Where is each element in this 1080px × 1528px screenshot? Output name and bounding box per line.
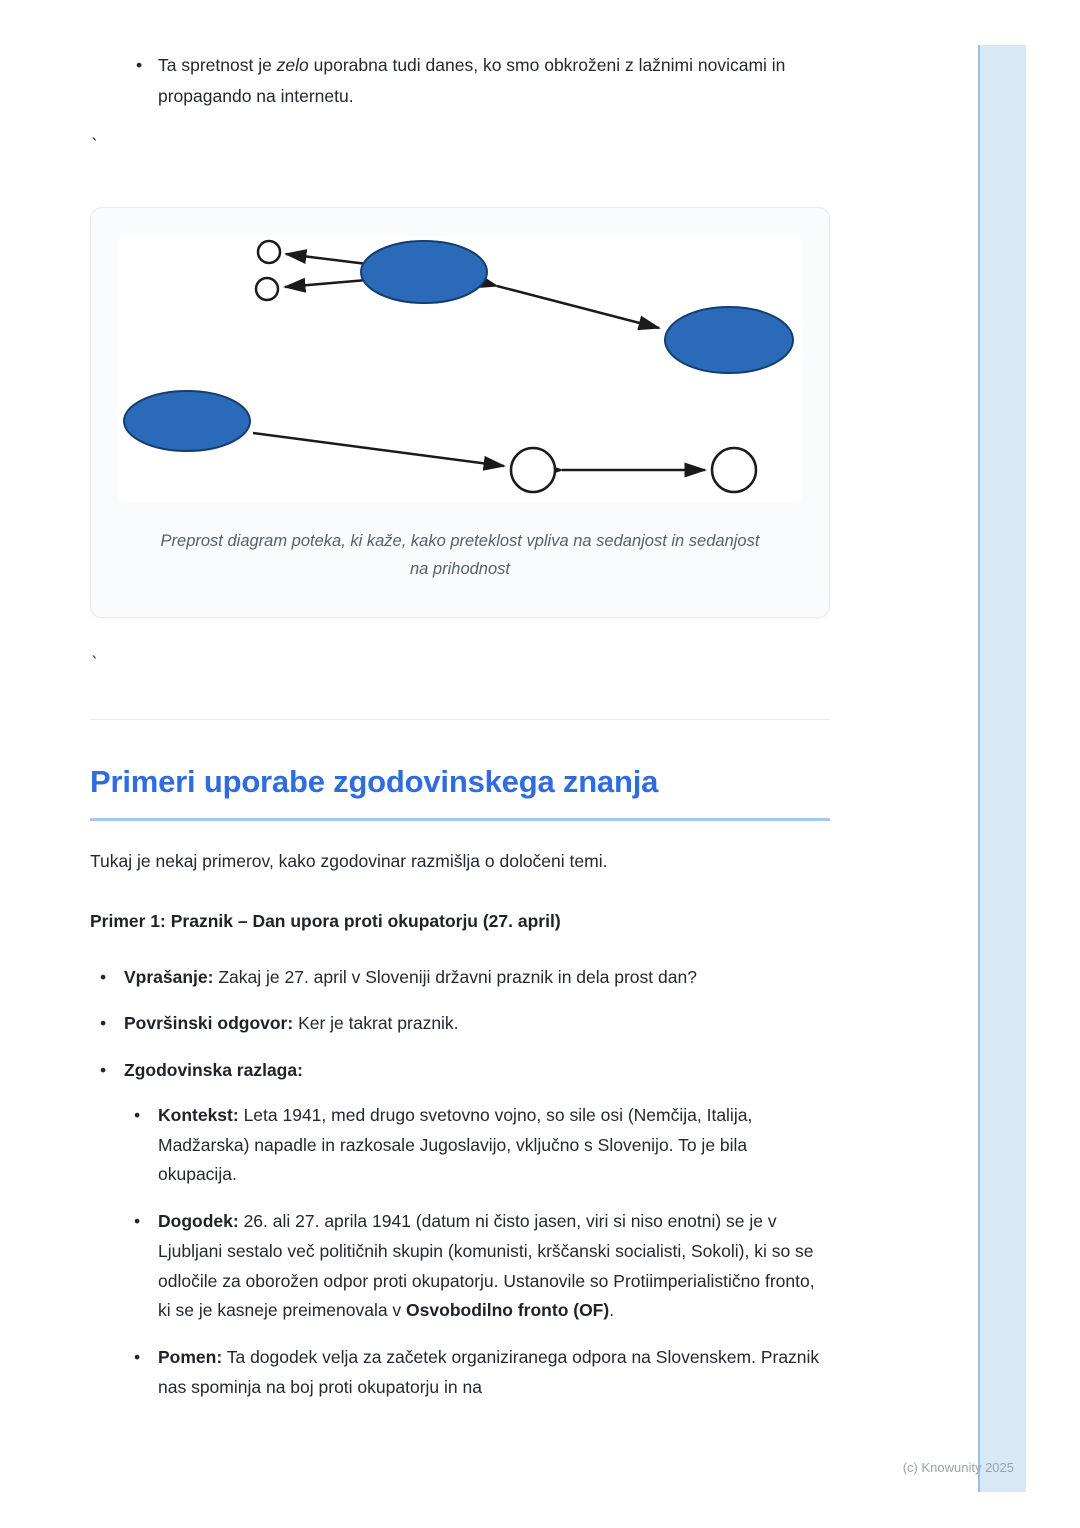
- white-circle-right: [712, 448, 756, 492]
- bullet-surface-answer: [100, 1009, 830, 1039]
- intro-bullet-list: [136, 50, 830, 112]
- example-heading: Primer 1: Praznik – Dan upora proti okupatorju (27. april): [90, 910, 561, 931]
- section-title: Primeri uporabe zgodovinskega znanja: [90, 764, 830, 821]
- sub-bullet-context: [134, 1101, 830, 1190]
- sub-bullet-context-text: Leta 1941, med drugo svetovno vojno, so sile osi (Nemčija, Italija, Madžarska) napadle in razkosale Jugoslavijo, vključno s Slovenijo. To je bila okupacija.: [158, 1104, 753, 1185]
- blue-ellipse-left: [124, 391, 250, 451]
- bullet-historical-explanation: [100, 1056, 830, 1403]
- bullet-historical-explanation-label: Zgodovinska razlaga:: [124, 1060, 303, 1081]
- intro-text-em: zelo: [276, 55, 309, 75]
- blue-ellipse-right: [665, 307, 793, 373]
- copyright-footer: (c) Knowunity 2025: [902, 1460, 1014, 1475]
- intro-text-post: uporabna tudi danes, ko smo obkroženi z lažnimi novicami in propagando na internetu.: [158, 55, 786, 107]
- figure-caption: Preprost diagram poteka, ki kaže, kako preteklost vpliva na sedanjost in sedanjost na prihodnost: [160, 532, 760, 578]
- intro-text-pre: Ta spretnost je: [158, 55, 277, 75]
- bullet-surface-answer-text: Ker je takrat praznik.: [293, 1013, 459, 1034]
- stray-backtick-2: `: [90, 653, 101, 674]
- arrow-top-ellipse-to-circle-b: [285, 280, 367, 287]
- bullet-surface-answer-label: Površinski odgovor:: [124, 1013, 294, 1034]
- sub-bullet-meaning: [134, 1343, 830, 1403]
- white-circle-left: [511, 448, 555, 492]
- sub-bullet-event-label: Dogodek:: [158, 1211, 239, 1232]
- sub-bullet-context-label: Kontekst:: [158, 1104, 239, 1125]
- flow-diagram-svg: [119, 236, 801, 502]
- sub-bullet-event-text: 26. ali 27. aprila 1941 (datum ni čisto jasen, viri si niso enotni) se je v Ljubljani sestalo več političnih skupin (komunisti, krščanski socialisti, Sokoli), ki so se odločile za oborožen odpor proti okupatorju. Ustanovile so Protiimperialistično fronto, ki se je kasneje preimenovala v: [158, 1211, 815, 1321]
- section-intro: Tukaj je nekaj primerov, kako zgodovinar razmišlja o določeni temi.: [90, 850, 608, 871]
- flow-diagram: [119, 236, 801, 502]
- blue-ellipse-top: [361, 241, 487, 303]
- intro-bullet: [136, 50, 830, 112]
- arrow-left-ellipse-to-white-circle: [253, 433, 504, 466]
- stray-backtick-1: `: [90, 136, 101, 157]
- bullet-question-text: Zakaj je 27. april v Sloveniji državni praznik in dela prost dan?: [213, 966, 697, 987]
- figure-card: [90, 207, 830, 617]
- small-circle-b: [256, 278, 278, 300]
- sub-bullet-meaning-label: Pomen:: [158, 1347, 223, 1368]
- small-circle-a: [258, 241, 280, 263]
- arrow-top-ellipse-to-circle-a: [286, 254, 367, 264]
- example-bullet-list: [100, 963, 830, 1403]
- sub-bullet-meaning-text: Ta dogodek velja za začetek organiziranega odpora na Slovenskem. Praznik nas spominja na boj proti okupatorju in na: [158, 1347, 820, 1397]
- arrow-double-top-right: [497, 286, 659, 328]
- sub-bullet-event-tail: .: [609, 1300, 615, 1321]
- sub-bullet-event-bold-tail: Osvobodilno fronto (OF): [406, 1300, 610, 1321]
- bullet-question-label: Vprašanje:: [124, 966, 214, 987]
- section-divider: [90, 719, 830, 720]
- bullet-question: [100, 963, 830, 993]
- explanation-sub-list: [134, 1101, 830, 1403]
- document-content: [90, 0, 830, 1420]
- sub-bullet-event: [134, 1207, 830, 1326]
- page-margin-strip: [978, 45, 1026, 1492]
